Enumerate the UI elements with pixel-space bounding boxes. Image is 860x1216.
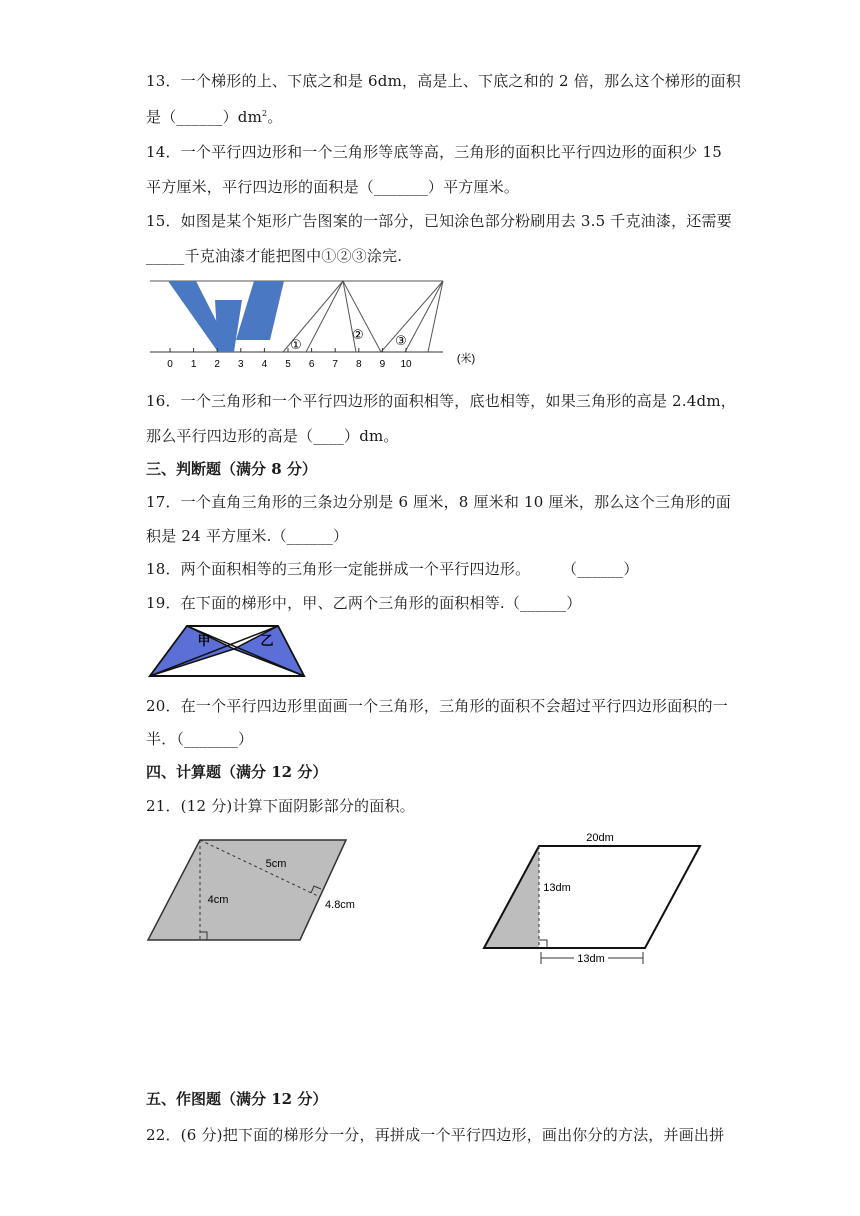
q21-fig2-label-base: 13dm [577,953,605,965]
q13-line1: 13．一个梯形的上、下底之和是 6dm，高是上、下底之和的 2 倍，那么这个梯形的面积 [146,72,741,90]
q15-tick-label: 6 [308,359,315,370]
q21-fig2-right-angle [539,940,547,948]
q21-text: 21．(12 分)计算下面阴影部分的面积。 [146,797,415,815]
q15-region-1: ① [290,337,302,352]
q18-text: 18．两个面积相等的三角形一定能拼成一个平行四边形。 [146,560,531,578]
q20-line1: 20．在一个平行四边形里面画一个三角形，三角形的面积不会超过平行四边形面积的一 [146,697,728,715]
q16-line1: 16．一个三角形和一个平行四边形的面积相等，底也相等，如果三角形的高是 2.4dm， [146,392,736,410]
section-3-heading: 三、判断题（满分 8 分） [146,460,317,478]
q17-line2: 积是 24 平方厘米.（______） [146,527,349,545]
q15-tick-label: 10 [400,359,412,370]
q15-tick-label: 9 [379,359,386,370]
q15-region-2: ② [352,327,364,342]
q20-line2: 半．（_______） [146,730,254,748]
section-5-heading: 五、作图题（满分 12 分） [146,1090,328,1108]
q15-tick-label: 0 [167,359,173,370]
q21-fig1-label-5cm: 5cm [265,858,287,870]
q21-fig1-label-4cm: 4cm [207,894,229,906]
q21-fig2-label-height: 13dm [543,882,571,894]
q15-tick-label: 2 [214,359,220,370]
q15-tick-label: 1 [190,359,197,370]
q15-tick-label: 5 [285,359,291,370]
q14-line1: 14．一个平行四边形和一个三角形等底等高，三角形的面积比平行四边形的面积少 15 [146,143,722,161]
q18-blank: （______） [562,560,639,578]
section-4-heading: 四、计算题（满分 12 分） [146,763,328,781]
q19-label-yi: 乙 [260,633,274,648]
q13-unit-exponent: 2 [262,109,268,118]
q19-text: 19．在下面的梯形中，甲、乙两个三角形的面积相等.（______） [146,594,582,612]
q19-label-jia: 甲 [197,633,211,648]
q15-line2: _____千克油漆才能把图中①②③涂完. [146,247,403,265]
q15-tick-label: 7 [332,359,338,370]
q16-line2: 那么平行四边形的高是（____）dm。 [146,427,399,445]
q15-line1: 15．如图是某个矩形广告图案的一部分，已知涂色部分粉刷用去 3.5 千克油漆，还需要 [146,212,732,230]
q13-end: 。 [267,108,283,126]
q13-text: 是（______）dm [146,108,263,126]
q17-line1: 17．一个直角三角形的三条边分别是 6 厘米，8 厘米和 10 厘米，那么这个三角形的面 [146,493,731,511]
q21-fig1-label-4-8cm: 4.8cm [325,899,355,911]
q15-tick-label: 3 [238,359,244,370]
q15-unit: (米) [456,353,476,365]
q15-tick-label: 8 [356,359,362,370]
q21-fig2-label-top: 20dm [586,832,614,844]
q14-line2: 平方厘米，平行四边形的面积是（_______）平方厘米。 [146,178,520,196]
q15-tick-label: 4 [261,359,268,370]
q22-text: 22．(6 分)把下面的梯形分一分，再拼成一个平行四边形，画出你分的方法，并画出拼 [146,1126,725,1144]
q15-region-3: ③ [395,333,407,348]
